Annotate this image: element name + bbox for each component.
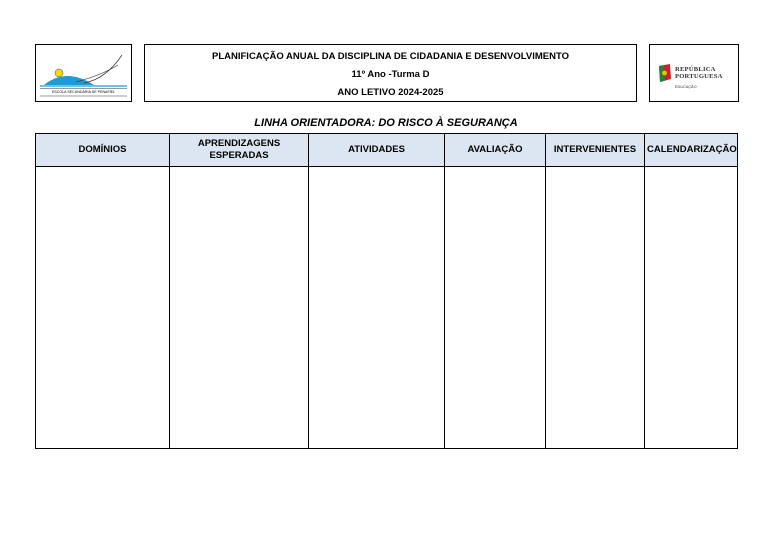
column-header-participants: INTERVENIENTES bbox=[546, 134, 645, 167]
school-logo bbox=[35, 44, 132, 102]
cell-domains bbox=[36, 167, 170, 449]
republic-subtitle: EDUCAÇÃO bbox=[675, 85, 697, 89]
republic-flag-icon bbox=[658, 63, 672, 85]
document-header bbox=[144, 44, 637, 102]
school-caption: ESCOLA SECUNDÁRIA DE PENAFIEL bbox=[51, 90, 116, 94]
republic-name bbox=[675, 66, 723, 80]
republic-line2: PORTUGUESA bbox=[675, 73, 723, 80]
column-header-domains: DOMÍNIOS bbox=[36, 134, 170, 167]
section-title: LINHA ORIENTADORA: DO RISCO À SEGURANÇA bbox=[254, 117, 518, 129]
header-class: 11º Ano -Turma D bbox=[351, 69, 430, 80]
republic-logo bbox=[649, 44, 739, 102]
cell-participants bbox=[546, 167, 645, 449]
cell-expected-learning bbox=[170, 167, 309, 449]
column-header-assessment: AVALIAÇÃO bbox=[445, 134, 546, 167]
table-header-row bbox=[36, 134, 738, 167]
table-row bbox=[36, 167, 738, 449]
header-title: PLANIFICAÇÃO ANUAL DA DISCIPLINA DE CIDADANIA E DESENVOLVIMENTO bbox=[212, 51, 569, 62]
column-header-schedule: CALENDARIZAÇÃO bbox=[645, 134, 738, 167]
republic-line1: REPÚBLICA bbox=[675, 66, 716, 73]
header-school-year: ANO LETIVO 2024-2025 bbox=[337, 87, 444, 98]
cell-activities bbox=[309, 167, 445, 449]
cell-schedule bbox=[645, 167, 738, 449]
cell-assessment bbox=[445, 167, 546, 449]
column-header-activities: ATIVIDADES bbox=[309, 134, 445, 167]
column-header-expected-learning: APRENDIZAGENS ESPERADAS bbox=[170, 134, 309, 167]
planning-table bbox=[35, 133, 738, 449]
